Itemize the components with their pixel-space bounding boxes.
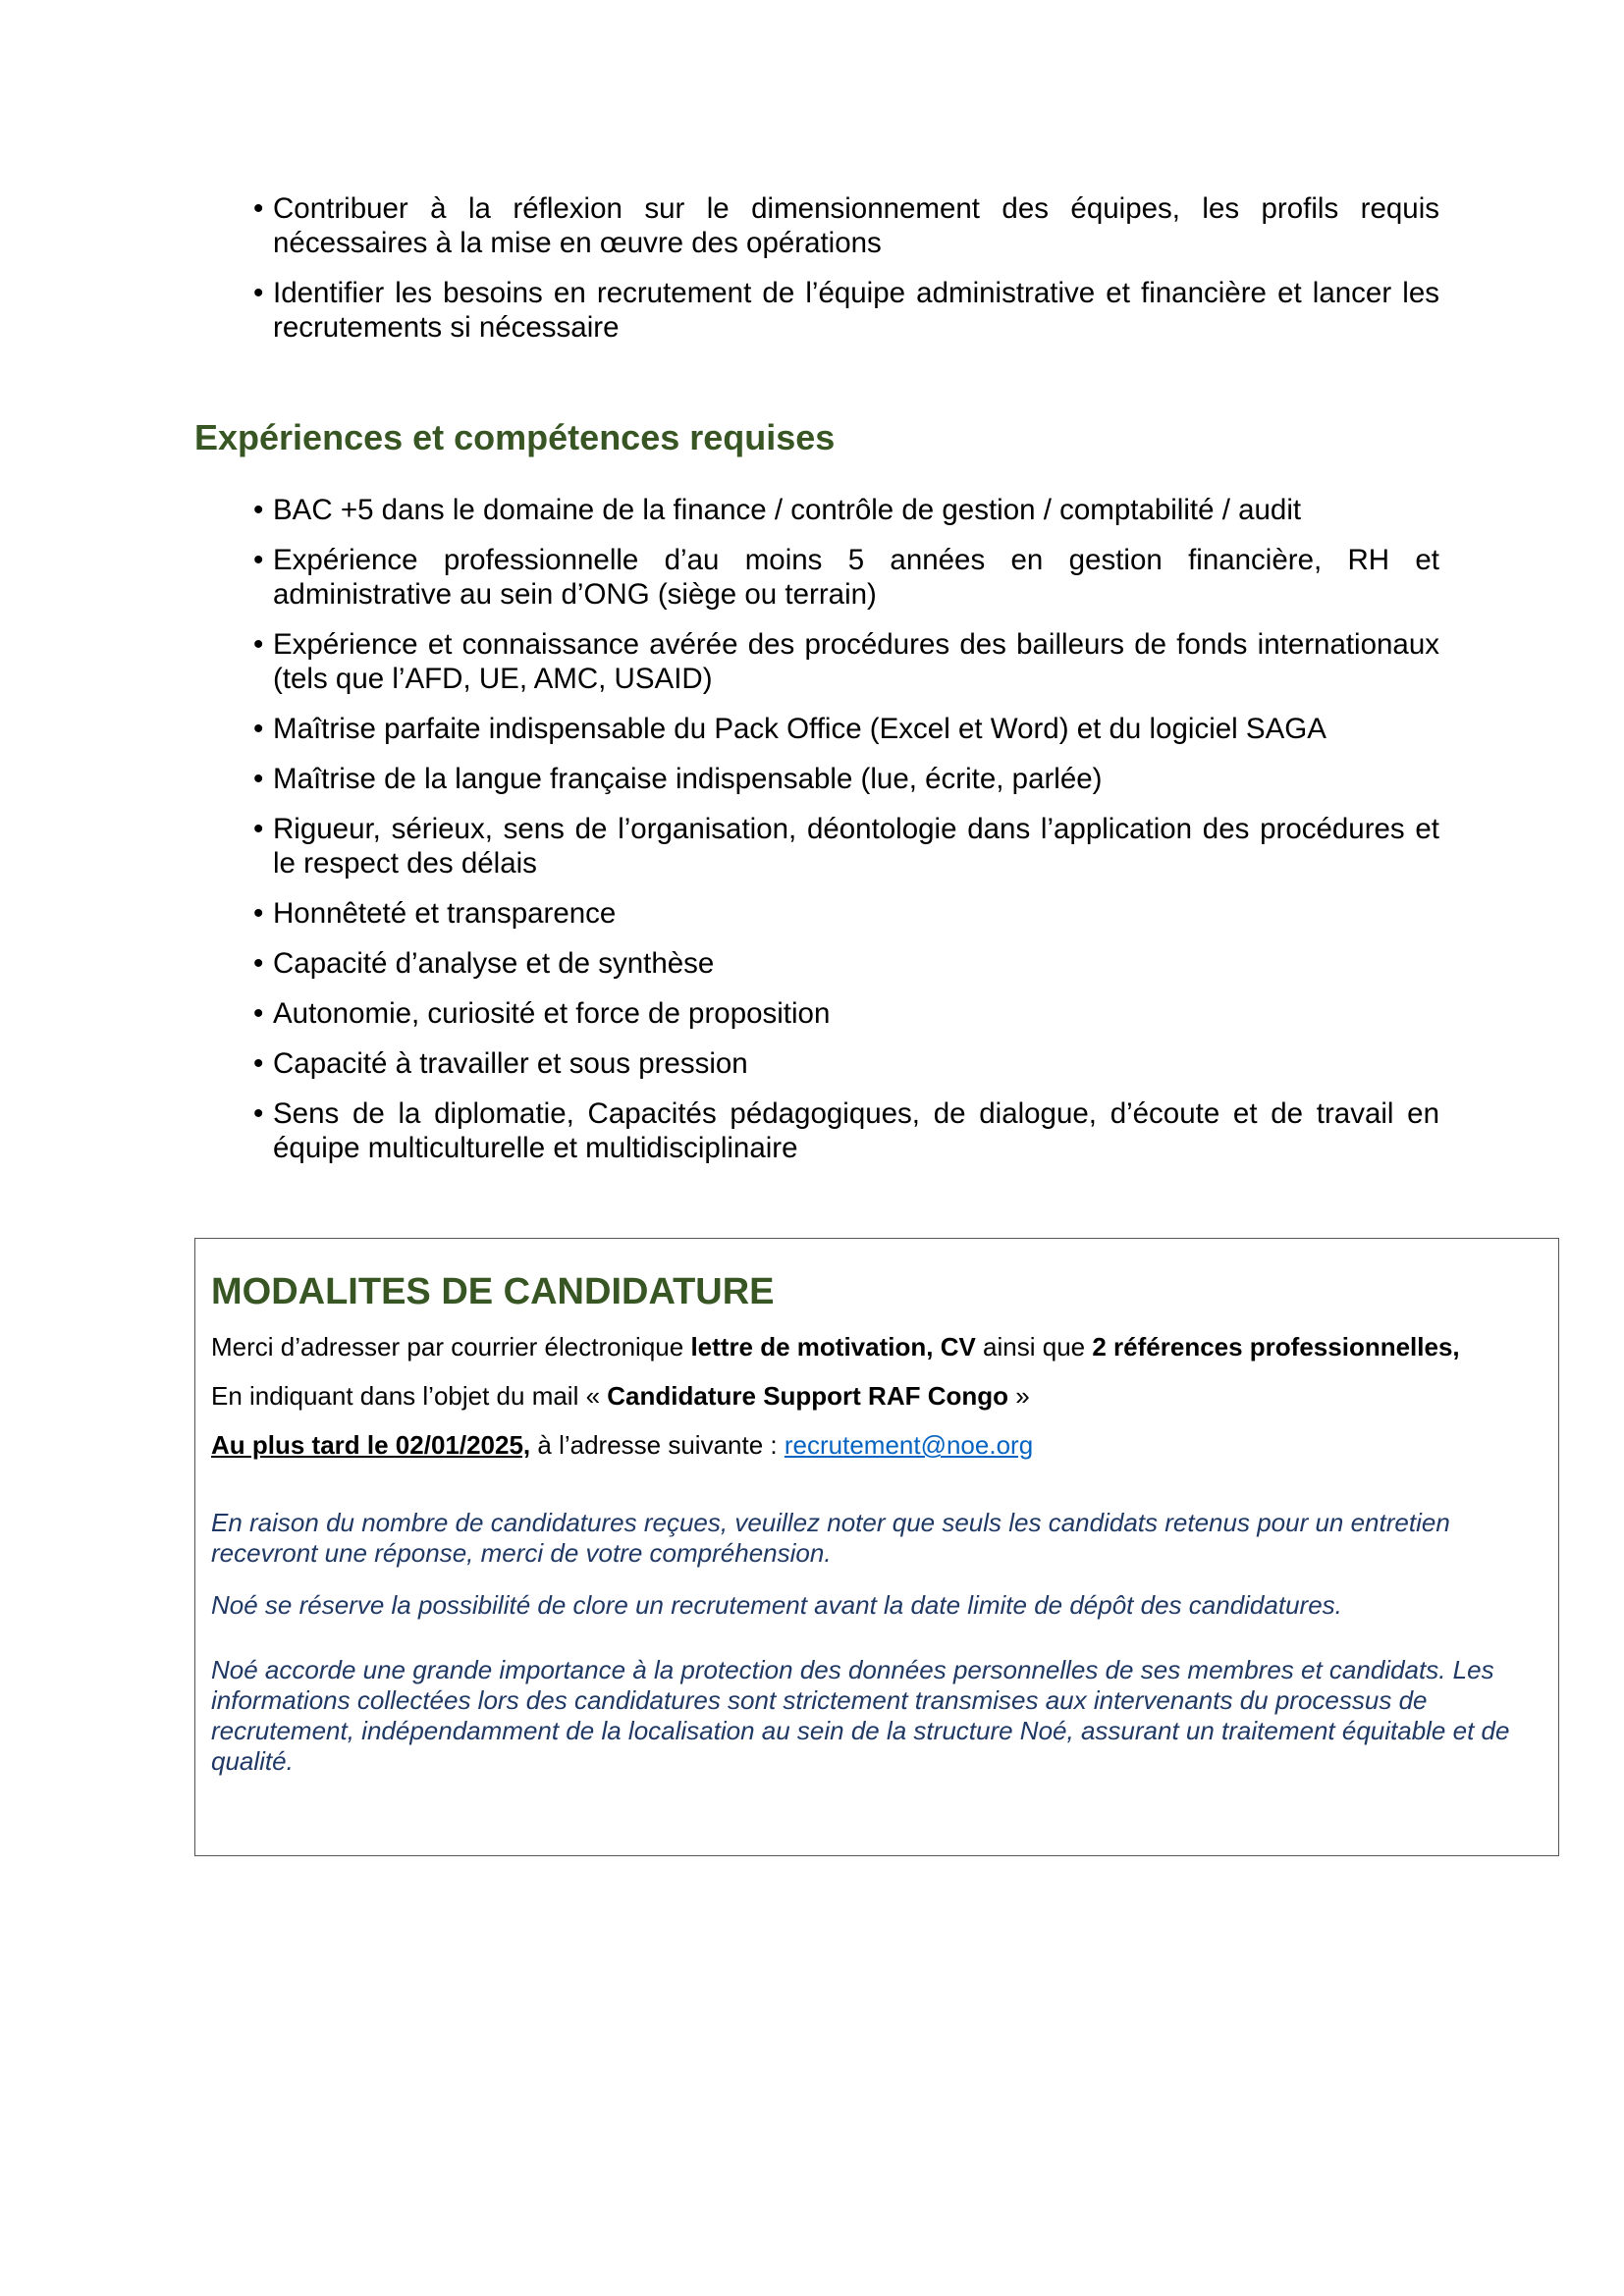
instruction-text: ainsi que (975, 1332, 1093, 1362)
list-item: • Honnêteté et transparence (253, 896, 1439, 931)
list-item: • BAC +5 dans le domaine de la finance / contrôle de gestion / comptabilité / audit (253, 493, 1439, 527)
list-item: • Identifier les besoins en recrutement de l’équipe administrative et financière et lancer les recrutements si nécessaire (253, 276, 1439, 345)
subject-suffix: » (1008, 1381, 1030, 1411)
subject-prefix: En indiquant dans l’objet du mail « (211, 1381, 608, 1411)
list-item: • Maîtrise parfaite indispensable du Pack Office (Excel et Word) et du logiciel SAGA (253, 712, 1439, 746)
section-heading: Expériences et compétences requises (194, 417, 836, 457)
instruction-text: Merci d’adresser par courrier électronique (211, 1332, 691, 1362)
list-item: • Contribuer à la réflexion sur le dimensionnement des équipes, les profils requis nécessaires à la mise en œuvre des opérations (253, 191, 1439, 260)
list-item: • Rigueur, sérieux, sens de l’organisation, déontologie dans l’application des procédures et le respect des délais (253, 812, 1439, 881)
application-subject-line (211, 1380, 1546, 1412)
note-data-protection: Noé accorde une grande importance à la protection des données personnelles de ses membres et candidats. Les informations collectées lors des candidatures sont strictement transmises aux intervenants du processus de recrutement, indépendamment de la localisation au sein de la structure Noé, assurant un traitement équitable et de qualité. (211, 1655, 1510, 1776)
list-item: • Expérience et connaissance avérée des procédures des bailleurs de fonds internationaux (tels que l’AFD, UE, AMC, USAID) (253, 627, 1439, 696)
list-item: • Autonomie, curiosité et force de proposition (253, 996, 1439, 1031)
subject-value: Candidature Support RAF Congo (607, 1381, 1009, 1411)
instruction-references: 2 références professionnelles, (1092, 1332, 1460, 1362)
list-item: • Sens de la diplomatie, Capacités pédagogiques, de dialogue, d’écoute et de travail en équipe multiculturelle et multidisciplinaire (253, 1096, 1439, 1165)
list-item: • Capacité à travailler et sous pression (253, 1046, 1439, 1081)
responsibilities-list (253, 191, 1439, 360)
email-link[interactable]: recrutement@noe.org (784, 1430, 1034, 1460)
application-title: MODALITES DE CANDIDATURE (211, 1271, 775, 1312)
list-item: • Capacité d’analyse et de synthèse (253, 946, 1439, 981)
application-instructions (211, 1331, 1546, 1362)
note-responses: En raison du nombre de candidatures reçues, veuillez noter que seuls les candidats retenus pour un entretien recevront une réponse, merci de votre compréhension. (211, 1508, 1450, 1568)
instruction-documents: lettre de motivation, CV (690, 1332, 976, 1362)
address-label: à l’adresse suivante : (530, 1430, 785, 1460)
list-item: • Maîtrise de la langue française indispensable (lue, écrite, parlée) (253, 762, 1439, 796)
list-item: • Expérience professionnelle d’au moins 5 années en gestion financière, RH et administrative au sein d’ONG (siège ou terrain) (253, 543, 1439, 612)
requirements-list (253, 493, 1439, 1181)
deadline: Au plus tard le 02/01/2025, (211, 1430, 531, 1460)
application-deadline-line (211, 1429, 1546, 1461)
application-box (194, 1238, 1559, 1856)
note-closing: Noé se réserve la possibilité de clore un recrutement avant la date limite de dépôt des candidatures. (211, 1590, 1342, 1620)
